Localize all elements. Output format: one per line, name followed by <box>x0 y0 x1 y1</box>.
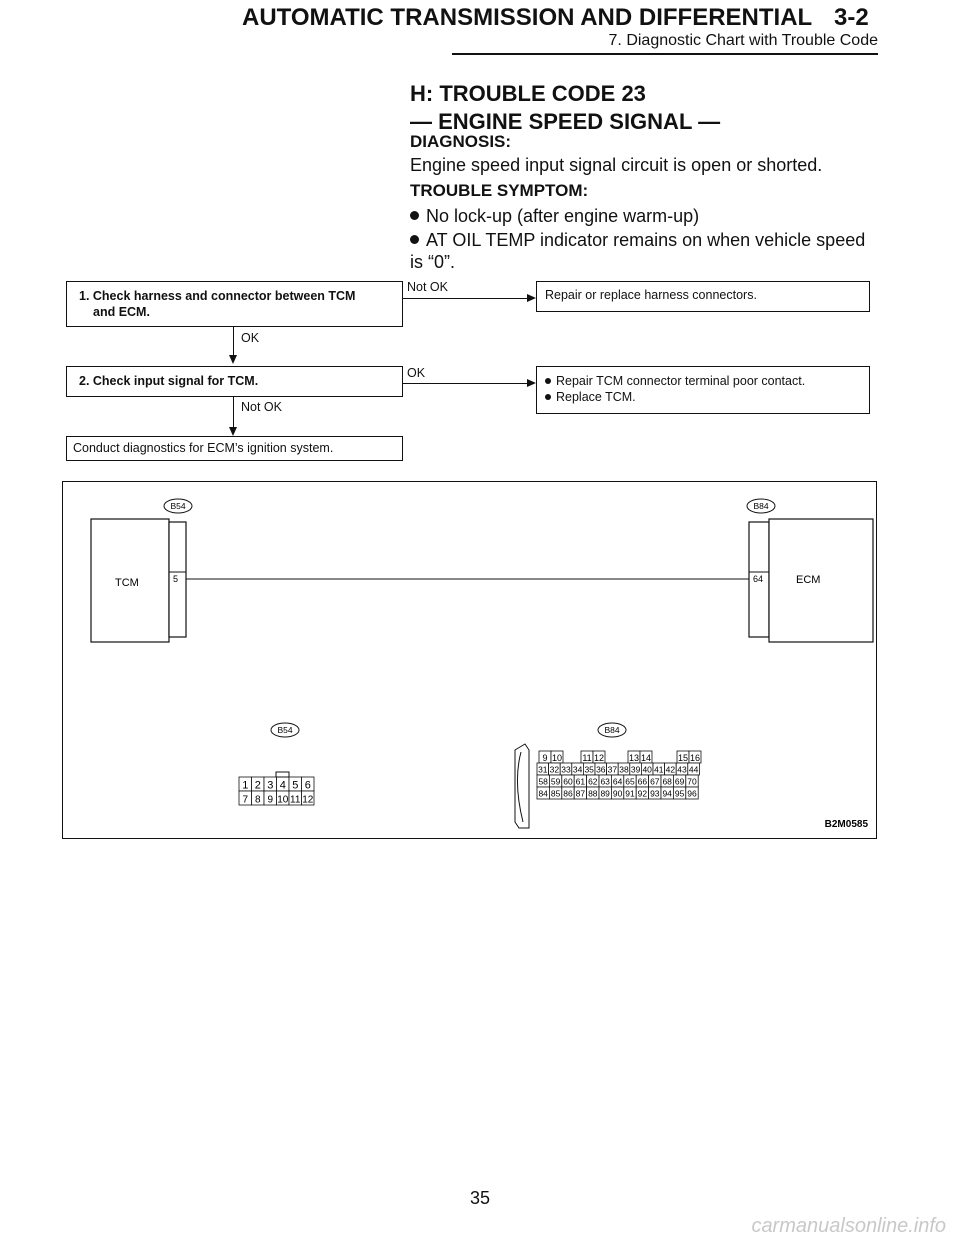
step1-line2: and ECM. <box>93 305 150 319</box>
pin-number: 34 <box>572 764 583 775</box>
pin-number: 2 <box>254 779 261 792</box>
step2-result-box <box>536 366 870 414</box>
b54-tag-lower-text: B54 <box>277 725 293 735</box>
ecm-label: ECM <box>796 574 821 586</box>
wiring-svg <box>63 482 876 838</box>
pin-number: 12 <box>302 794 314 806</box>
pin-number: 65 <box>625 776 635 787</box>
step1-box <box>66 281 403 327</box>
pin-number: 88 <box>588 788 598 799</box>
symptom-label: TROUBLE SYMPTOM: <box>410 181 589 200</box>
final-box <box>66 436 403 461</box>
pin-number: 93 <box>650 788 660 799</box>
pin-number: 10 <box>277 794 289 806</box>
pin-number: 60 <box>563 776 573 787</box>
header-subtitle: 7. Diagnostic Chart with Trouble Code <box>608 32 878 49</box>
tcm-label: TCM <box>115 577 139 589</box>
arrow-right-icon <box>527 379 536 387</box>
pin-number: 64 <box>612 776 623 787</box>
pin-number: 13 <box>628 753 640 763</box>
pin-number: 39 <box>630 764 641 775</box>
bullet-icon <box>410 235 419 244</box>
ecm-pin: 64 <box>753 574 764 584</box>
pin-number: 68 <box>662 776 672 787</box>
step2-no-label: Not OK <box>241 400 282 414</box>
pin-number: 86 <box>563 788 573 799</box>
pin-number: 59 <box>550 776 561 787</box>
step1-result-text: Repair or replace harness connectors. <box>545 288 757 302</box>
step2-result-item: Repair TCM connector terminal poor contact. <box>545 373 861 389</box>
section-heading <box>410 80 720 136</box>
step2-yes-label: OK <box>407 366 426 380</box>
pin-number: 66 <box>637 776 648 787</box>
symptom-item: No lock-up (after engine warm-up) <box>410 205 880 227</box>
connector-line <box>233 327 234 356</box>
pin-number: 84 <box>538 788 548 799</box>
step1-yes-label: OK <box>241 331 260 345</box>
final-text: Conduct diagnostics for ECM’s ignition system. <box>73 441 334 455</box>
bullet-icon <box>545 394 551 400</box>
pin-number: 1 <box>242 779 249 792</box>
heading-line-2: — ENGINE SPEED SIGNAL — <box>410 109 721 134</box>
b54-latch <box>276 772 289 777</box>
page-number: 35 <box>469 1188 491 1208</box>
pin-number: 38 <box>619 764 629 775</box>
pin-number: 69 <box>674 776 685 787</box>
pin-number: 11 <box>582 753 592 763</box>
pin-number: 32 <box>549 764 560 775</box>
pin-number: 15 <box>677 753 689 763</box>
pin-number: 62 <box>588 776 598 787</box>
pin-number: 4 <box>279 779 286 792</box>
pin-number: 70 <box>687 776 697 787</box>
pin-number: 31 <box>538 764 548 775</box>
pin-number: 61 <box>575 776 586 787</box>
pin-number: 91 <box>625 788 635 799</box>
arrow-right-icon <box>527 294 536 302</box>
pin-number: 11 <box>290 794 301 806</box>
ecm-unit <box>769 519 873 642</box>
diagnosis-text: Engine speed input signal circuit is open or shorted. <box>410 155 823 175</box>
pin-number: 87 <box>575 788 586 799</box>
step1-line1: 1. Check harness and connector between TCM <box>79 289 356 303</box>
step1-result-box <box>536 281 870 312</box>
pin-number: 6 <box>304 779 311 792</box>
pin-number: 92 <box>637 788 648 799</box>
header-rule <box>452 53 878 55</box>
pin-number: 90 <box>612 788 623 799</box>
symptom-item: AT OIL TEMP indicator remains on when vehicle speed is “0”. <box>410 230 866 272</box>
watermark: carmanualsonline.info <box>751 1215 946 1237</box>
pin-number: 35 <box>584 764 594 775</box>
b54-connector-face <box>239 772 314 806</box>
pin-number: 14 <box>640 753 652 763</box>
tcm-pin: 5 <box>173 574 179 584</box>
b84-tag-lower-text: B84 <box>604 725 620 735</box>
wiring-diagram <box>62 481 877 839</box>
section-number: 3-2 <box>834 4 869 31</box>
pin-number: 10 <box>551 753 563 763</box>
bullet-icon <box>545 378 551 384</box>
step2-text: 2. Check input signal for TCM. <box>79 374 259 388</box>
figure-id: B2M0585 <box>824 819 868 830</box>
b54-tag-text: B54 <box>170 501 186 511</box>
pin-number: 63 <box>600 776 610 787</box>
connector-line <box>233 397 234 428</box>
pin-number: 96 <box>687 788 697 799</box>
pin-number: 8 <box>254 794 261 806</box>
pin-number: 95 <box>674 788 685 799</box>
diagnosis-label: DIAGNOSIS: <box>410 132 512 151</box>
pin-number: 37 <box>607 764 618 775</box>
connector-line <box>403 383 529 384</box>
pin-number: 44 <box>688 764 699 775</box>
arrow-down-icon <box>229 427 237 436</box>
heading-line-1: H: TROUBLE CODE 23 <box>410 81 646 106</box>
pin-number: 33 <box>561 764 571 775</box>
pin-number: 3 <box>267 779 274 792</box>
bullet-icon <box>410 211 419 220</box>
pin-number: 9 <box>542 753 548 763</box>
pin-number: 36 <box>596 764 606 775</box>
connector-line <box>403 298 529 299</box>
pin-number: 58 <box>538 776 548 787</box>
pin-number: 7 <box>242 794 249 806</box>
pin-number: 42 <box>665 764 676 775</box>
pin-number: 9 <box>267 794 274 806</box>
b84-connector-face <box>537 751 701 799</box>
pin-number: 12 <box>593 753 605 763</box>
pin-number: 89 <box>600 788 610 799</box>
pin-number: 94 <box>662 788 672 799</box>
b84-tag-text: B84 <box>753 501 769 511</box>
pin-number: 5 <box>292 779 299 792</box>
step2-result-item: Replace TCM. <box>545 389 861 405</box>
pin-number: 41 <box>654 764 664 775</box>
header-title: AUTOMATIC TRANSMISSION AND DIFFERENTIAL <box>242 4 813 31</box>
arrow-down-icon <box>229 355 237 364</box>
pin-number: 67 <box>650 776 660 787</box>
step2-box <box>66 366 403 397</box>
pin-number: 40 <box>642 764 652 775</box>
pin-number: 16 <box>689 753 701 763</box>
step1-no-label: Not OK <box>407 280 448 294</box>
pin-number: 85 <box>550 788 561 799</box>
pin-number: 43 <box>677 764 687 775</box>
